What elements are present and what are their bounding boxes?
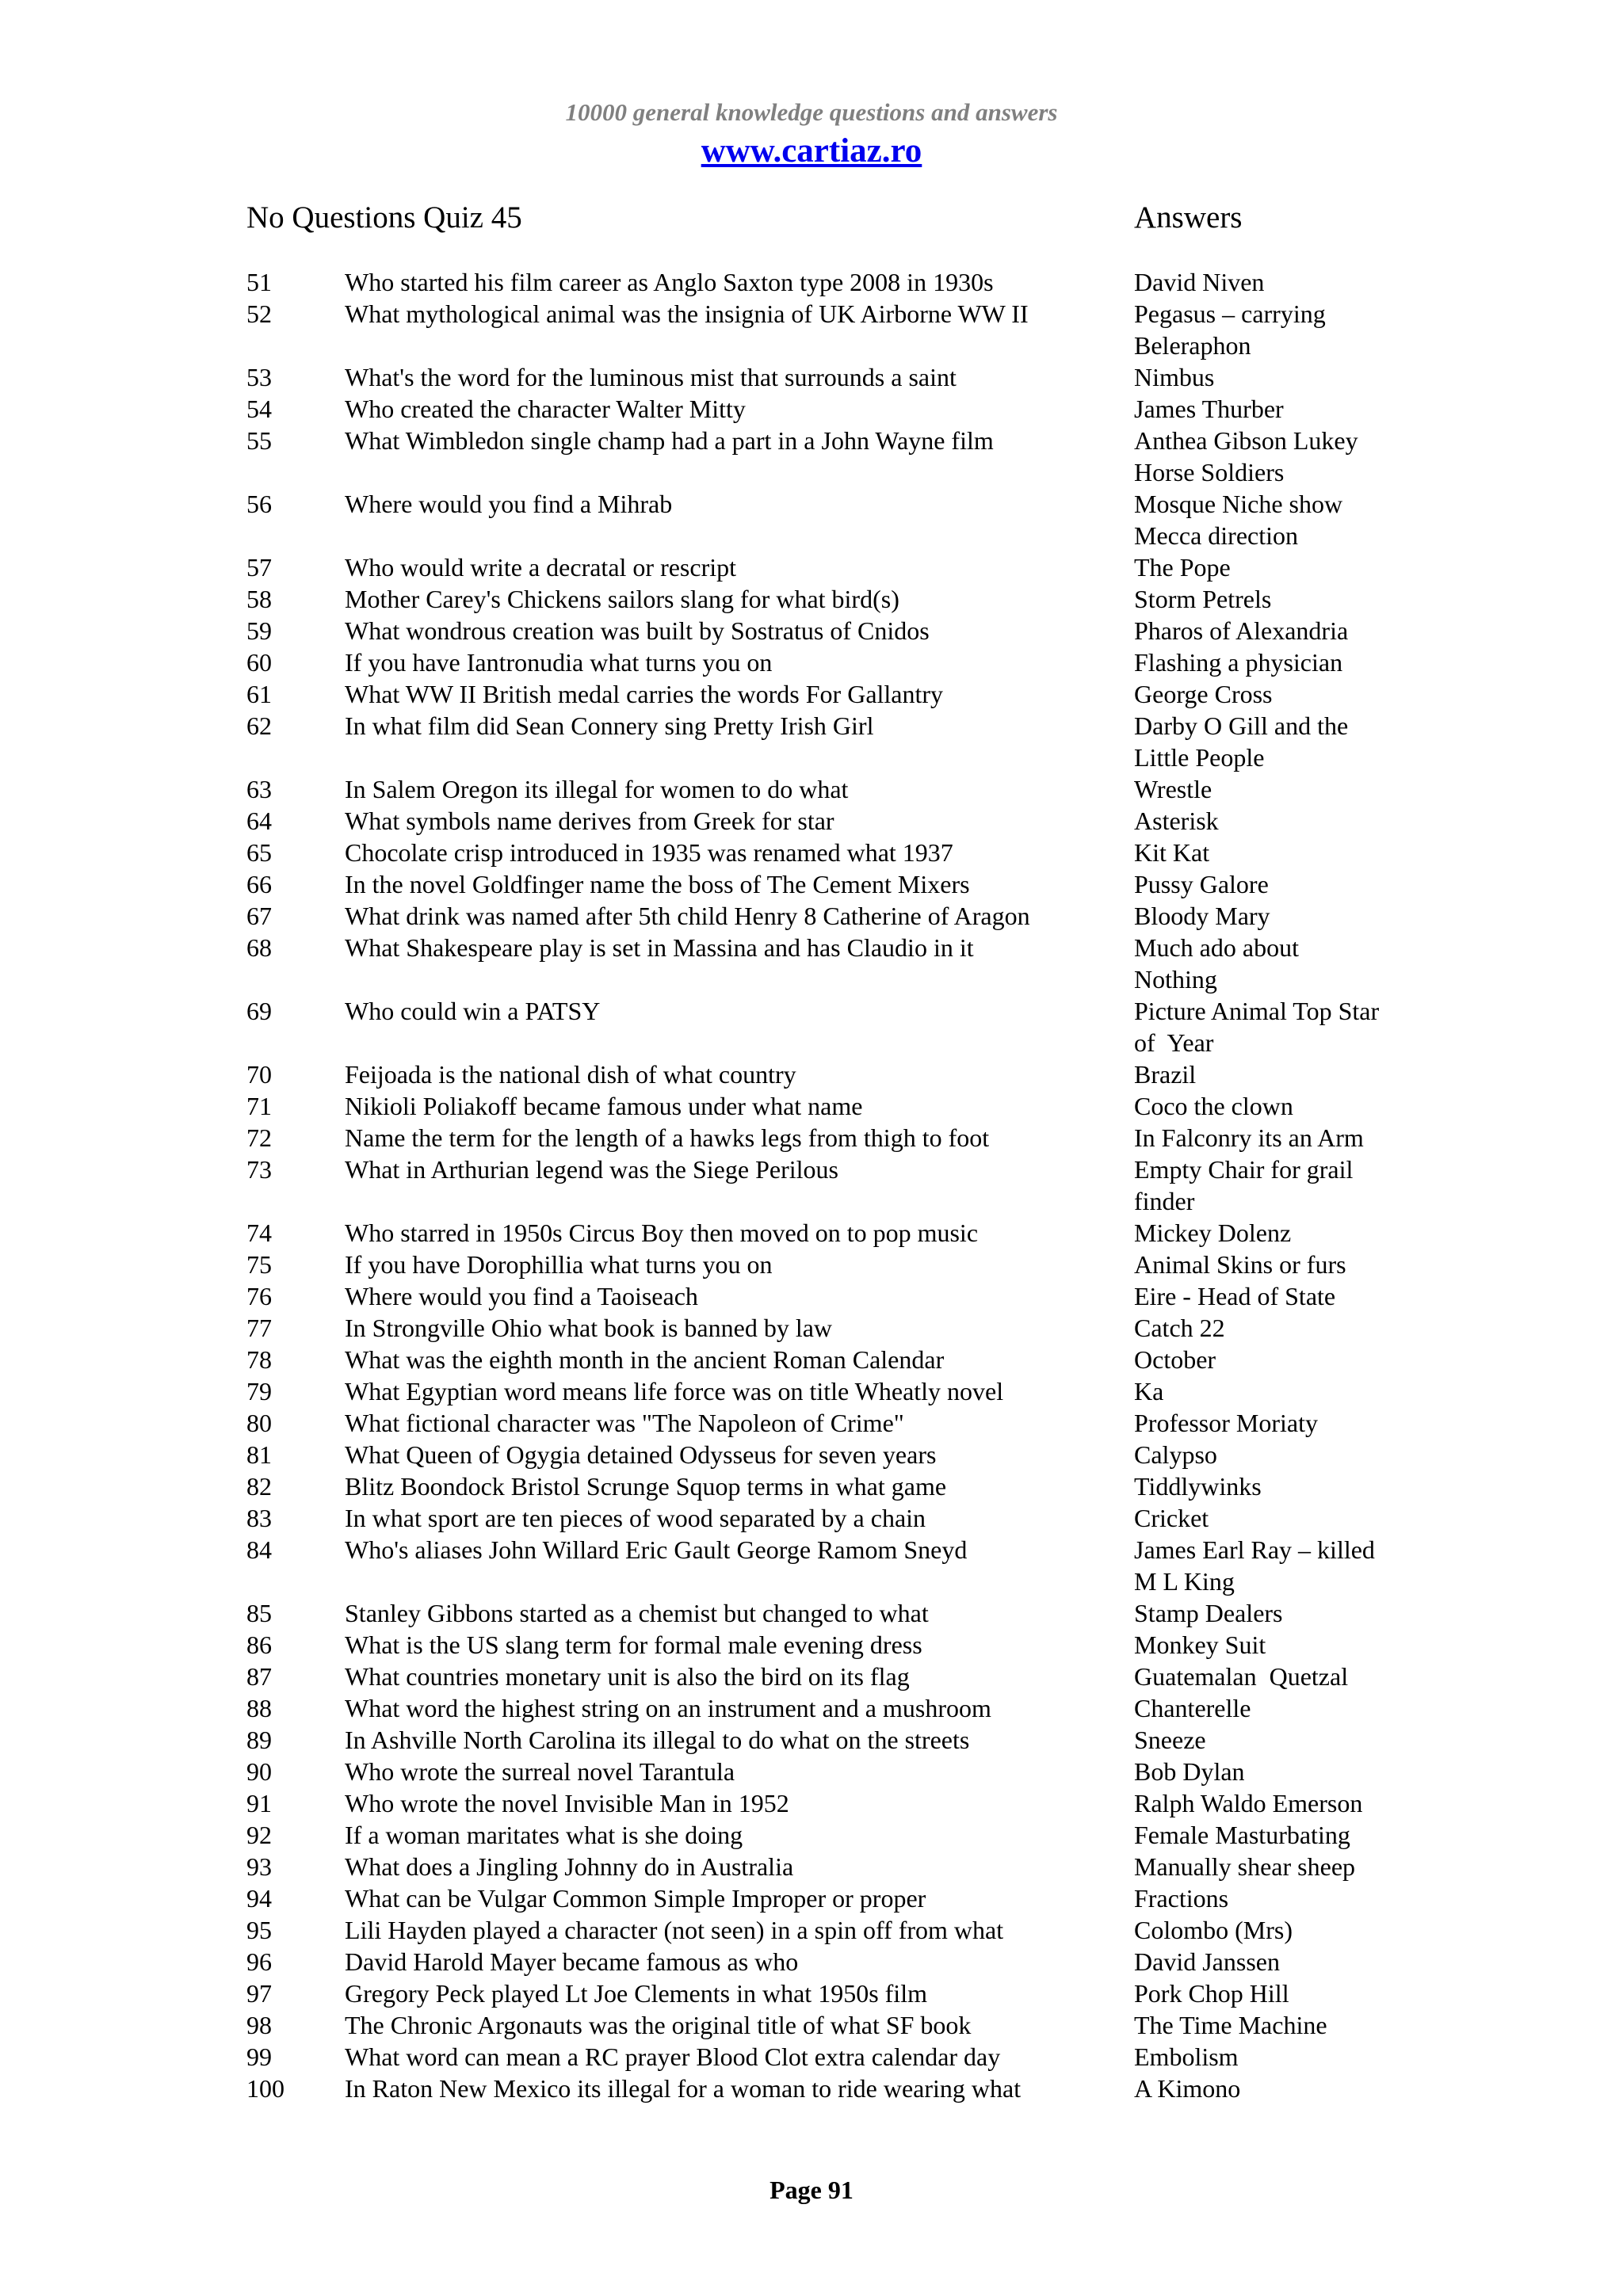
question-number: 70 [246, 1060, 272, 1089]
answer-text: Nimbus [1134, 363, 1215, 391]
page-number: Page 91 [769, 2176, 854, 2204]
question-text: If you have Iantronudia what turns you on [345, 648, 773, 677]
question-number: 95 [246, 1916, 272, 1944]
question-number: 82 [246, 1472, 272, 1501]
question-text: Who starred in 1950s Circus Boy then moved on to pop music [345, 1219, 979, 1247]
question-text: David Harold Mayer became famous as who [345, 1947, 799, 1976]
table-row [0, 837, 1623, 868]
question-text: Where would you find a Taoiseach [345, 1282, 698, 1310]
table-row [0, 1819, 1623, 1851]
question-text: Stanley Gibbons started as a chemist but changed to what [345, 1599, 929, 1627]
question-number: 76 [246, 1282, 272, 1310]
table-row [0, 1914, 1623, 1946]
answer-text: The Time Machine [1134, 2011, 1327, 2039]
answer-text: Empty Chair for grail finder [1134, 1155, 1360, 1215]
table-row [0, 1312, 1623, 1344]
table-row [0, 932, 1623, 995]
answer-text: Chanterelle [1134, 1694, 1251, 1722]
table-row [0, 1978, 1623, 2009]
question-text: What is the US slang term for formal male evening dress [345, 1630, 922, 1659]
table-row [0, 1375, 1623, 1407]
answer-text: Manually shear sheep [1134, 1852, 1356, 1881]
table-row [0, 1090, 1623, 1122]
question-text: Mother Carey's Chickens sailors slang for what bird(s) [345, 585, 899, 613]
questions-column-header: No Questions Quiz 45 [246, 200, 522, 235]
question-text: Who could win a PATSY [345, 997, 601, 1025]
table-row [0, 266, 1623, 298]
question-number: 71 [246, 1092, 272, 1120]
table-row [0, 900, 1623, 932]
question-text: In Raton New Mexico its illegal for a woman to ride wearing what [345, 2074, 1022, 2103]
question-number: 96 [246, 1947, 272, 1976]
table-row [0, 1249, 1623, 1280]
answer-text: Mickey Dolenz [1134, 1219, 1292, 1247]
table-row [0, 1692, 1623, 1724]
question-text: In what sport are ten pieces of wood separated by a chain [345, 1504, 926, 1532]
answer-text: Storm Petrels [1134, 585, 1272, 613]
question-text: What can be Vulgar Common Simple Improper or proper [345, 1884, 926, 1913]
table-row [0, 805, 1623, 837]
answer-text: Fractions [1134, 1884, 1229, 1913]
table-row [0, 1439, 1623, 1470]
question-number: 97 [246, 1979, 272, 2008]
question-text: What in Arthurian legend was the Siege Perilous [345, 1155, 838, 1184]
question-text: What drink was named after 5th child Henry 8 Catherine of Aragon [345, 902, 1030, 930]
question-number: 54 [246, 395, 272, 423]
answer-text: Flashing a physician [1134, 648, 1343, 677]
question-number: 63 [246, 775, 272, 803]
question-text: Who's aliases John Willard Eric Gault George Ramom Sneyd [345, 1535, 968, 1564]
question-text: Chocolate crisp introduced in 1935 was renamed what 1937 [345, 838, 953, 867]
answer-text: Colombo (Mrs) [1134, 1916, 1293, 1944]
question-text: Lili Hayden played a character (not seen) in a spin off from what [345, 1916, 1004, 1944]
question-text: What countries monetary unit is also the bird on its flag [345, 1662, 910, 1691]
question-text: What WW II British medal carries the words For Gallantry [345, 680, 944, 708]
table-row [0, 1787, 1623, 1819]
question-number: 75 [246, 1250, 272, 1279]
answer-text: October [1134, 1345, 1216, 1374]
table-row [0, 1058, 1623, 1090]
question-number: 87 [246, 1662, 272, 1691]
question-text: Where would you find a Mihrab [345, 490, 673, 518]
answer-text: A Kimono [1134, 2074, 1241, 2103]
answer-text: Pork Chop Hill [1134, 1979, 1289, 2008]
question-number: 100 [246, 2074, 285, 2103]
answer-text: Monkey Suit [1134, 1630, 1266, 1659]
question-text: In Salem Oregon its illegal for women to do what [345, 775, 849, 803]
table-row [0, 1407, 1623, 1439]
question-number: 99 [246, 2042, 272, 2071]
question-text: What wondrous creation was built by Sostratus of Cnidos [345, 616, 930, 645]
answer-text: Pegasus – carrying Beleraphon [1134, 299, 1332, 360]
question-text: Who would write a decratal or rescript [345, 553, 737, 582]
question-number: 79 [246, 1377, 272, 1405]
table-row [0, 1661, 1623, 1692]
question-text: If you have Dorophillia what turns you on [345, 1250, 773, 1279]
question-number: 88 [246, 1694, 272, 1722]
table-row [0, 1597, 1623, 1629]
table-row [0, 551, 1623, 583]
table-row [0, 2073, 1623, 2104]
answer-text: Picture Animal Top Star of Year [1134, 997, 1386, 1057]
question-number: 56 [246, 490, 272, 518]
table-row [0, 710, 1623, 773]
question-number: 72 [246, 1123, 272, 1152]
question-text: Feijoada is the national dish of what country [345, 1060, 796, 1089]
question-text: What Queen of Ogygia detained Odysseus for seven years [345, 1440, 937, 1469]
question-text: What Shakespeare play is set in Massina and has Claudio in it [345, 933, 974, 962]
table-row [0, 2009, 1623, 2041]
answer-text: Animal Skins or furs [1134, 1250, 1346, 1279]
answer-text: Kit Kat [1134, 838, 1210, 867]
answer-text: Bloody Mary [1134, 902, 1270, 930]
answer-text: James Thurber [1134, 395, 1284, 423]
question-text: What Egyptian word means life force was on title Wheatly novel [345, 1377, 1004, 1405]
quiz-table [0, 266, 1623, 2104]
question-number: 73 [246, 1155, 272, 1184]
answer-text: Asterisk [1134, 807, 1219, 835]
table-row [0, 995, 1623, 1058]
question-text: What was the eighth month in the ancient Roman Calendar [345, 1345, 945, 1374]
question-number: 74 [246, 1219, 272, 1247]
question-number: 68 [246, 933, 272, 962]
question-number: 62 [246, 711, 272, 740]
question-number: 94 [246, 1884, 272, 1913]
table-row [0, 1122, 1623, 1154]
question-text: What symbols name derives from Greek for star [345, 807, 834, 835]
answer-text: Professor Moriaty [1134, 1409, 1318, 1437]
question-text: Who created the character Walter Mitty [345, 395, 746, 423]
question-number: 58 [246, 585, 272, 613]
question-text: The Chronic Argonauts was the original title of what SF book [345, 2011, 972, 2039]
table-row [0, 2041, 1623, 2073]
question-text: Blitz Boondock Bristol Scrunge Squop terms in what game [345, 1472, 947, 1501]
table-row [0, 1946, 1623, 1978]
question-text: In Ashville North Carolina its illegal to do what on the streets [345, 1726, 970, 1754]
table-row [0, 615, 1623, 646]
table-row [0, 1470, 1623, 1502]
answer-text: Coco the clown [1134, 1092, 1293, 1120]
site-link-container [0, 132, 1623, 170]
question-number: 77 [246, 1314, 272, 1342]
table-row [0, 1154, 1623, 1217]
question-number: 92 [246, 1821, 272, 1849]
answer-text: Ka [1134, 1377, 1164, 1405]
table-row [0, 361, 1623, 393]
question-text: Who wrote the surreal novel Tarantula [345, 1757, 735, 1786]
answer-text: The Pope [1134, 553, 1231, 582]
site-link[interactable]: www.cartiaz.ro [701, 132, 922, 170]
question-number: 81 [246, 1440, 272, 1469]
table-row [0, 1534, 1623, 1597]
table-row [0, 1756, 1623, 1787]
answer-text: James Earl Ray – killed M L King [1134, 1535, 1381, 1596]
question-text: What does a Jingling Johnny do in Australia [345, 1852, 794, 1881]
question-number: 53 [246, 363, 272, 391]
answer-text: George Cross [1134, 680, 1273, 708]
answer-text: Female Masturbating [1134, 1821, 1350, 1849]
question-text: What Wimbledon single champ had a part in a John Wayne film [345, 426, 994, 455]
table-row [0, 425, 1623, 488]
question-number: 80 [246, 1409, 272, 1437]
answer-text: Tiddlywinks [1134, 1472, 1262, 1501]
question-text: In Strongville Ohio what book is banned by law [345, 1314, 833, 1342]
question-number: 85 [246, 1599, 272, 1627]
question-text: Name the term for the length of a hawks legs from thigh to foot [345, 1123, 990, 1152]
question-number: 61 [246, 680, 272, 708]
answer-text: Bob Dylan [1134, 1757, 1245, 1786]
table-row [0, 868, 1623, 900]
table-row [0, 773, 1623, 805]
question-text: Gregory Peck played Lt Joe Clements in what 1950s film [345, 1979, 927, 2008]
answer-text: In Falconry its an Arm [1134, 1123, 1364, 1152]
question-text: Who started his film career as Anglo Saxton type 2008 in 1930s [345, 268, 994, 296]
answer-text: Eire - Head of State [1134, 1282, 1336, 1310]
question-text: If a woman maritates what is she doing [345, 1821, 743, 1849]
question-text: In what film did Sean Connery sing Pretty Irish Girl [345, 711, 874, 740]
question-text: What's the word for the luminous mist that surrounds a saint [345, 363, 957, 391]
question-number: 67 [246, 902, 272, 930]
answer-text: Stamp Dealers [1134, 1599, 1283, 1627]
table-row [0, 1724, 1623, 1756]
question-number: 78 [246, 1345, 272, 1374]
table-row [0, 1217, 1623, 1249]
question-number: 69 [246, 997, 272, 1025]
table-row [0, 488, 1623, 551]
question-number: 93 [246, 1852, 272, 1881]
question-number: 64 [246, 807, 272, 835]
answer-text: David Niven [1134, 268, 1265, 296]
table-row [0, 298, 1623, 361]
question-number: 55 [246, 426, 272, 455]
answer-text: Mosque Niche show Mecca direction [1134, 490, 1350, 550]
question-text: What fictional character was "The Napoleon of Crime" [345, 1409, 904, 1437]
table-row [0, 1280, 1623, 1312]
question-number: 52 [246, 299, 272, 328]
question-number: 51 [246, 268, 272, 296]
answer-text: David Janssen [1134, 1947, 1280, 1976]
answer-text: Guatemalan Quetzal [1134, 1662, 1349, 1691]
question-number: 84 [246, 1535, 272, 1564]
question-text: What word can mean a RC prayer Blood Clot extra calendar day [345, 2042, 1001, 2071]
question-number: 83 [246, 1504, 272, 1532]
answer-text: Wrestle [1134, 775, 1212, 803]
question-number: 90 [246, 1757, 272, 1786]
answer-text: Anthea Gibson Lukey Horse Soldiers [1134, 426, 1365, 486]
question-number: 60 [246, 648, 272, 677]
table-row [0, 1344, 1623, 1375]
question-text: Nikioli Poliakoff became famous under what name [345, 1092, 863, 1120]
table-row [0, 393, 1623, 425]
answer-text: Catch 22 [1134, 1314, 1225, 1342]
question-number: 57 [246, 553, 272, 582]
answer-text: Much ado about Nothing [1134, 933, 1305, 994]
answers-column-header: Answers [1134, 200, 1243, 235]
question-number: 65 [246, 838, 272, 867]
table-row [0, 1629, 1623, 1661]
answer-text: Cricket [1134, 1504, 1209, 1532]
answer-text: Darby O Gill and the Little People [1134, 711, 1355, 772]
question-text: What word the highest string on an instrument and a mushroom [345, 1694, 991, 1722]
question-number: 89 [246, 1726, 272, 1754]
question-number: 66 [246, 870, 272, 898]
answer-text: Ralph Waldo Emerson [1134, 1789, 1363, 1817]
answer-text: Sneeze [1134, 1726, 1206, 1754]
table-row [0, 1851, 1623, 1882]
answer-text: Pharos of Alexandria [1134, 616, 1349, 645]
table-row [0, 678, 1623, 710]
table-row [0, 1882, 1623, 1914]
table-row [0, 646, 1623, 678]
question-number: 98 [246, 2011, 272, 2039]
answer-text: Embolism [1134, 2042, 1239, 2071]
table-row [0, 1502, 1623, 1534]
table-row [0, 583, 1623, 615]
question-number: 59 [246, 616, 272, 645]
document-subtitle: 10000 general knowledge questions and answers [565, 98, 1058, 126]
answer-text: Calypso [1134, 1440, 1217, 1469]
question-text: In the novel Goldfinger name the boss of The Cement Mixers [345, 870, 970, 898]
question-number: 86 [246, 1630, 272, 1659]
question-text: Who wrote the novel Invisible Man in 1952 [345, 1789, 789, 1817]
answer-text: Pussy Galore [1134, 870, 1269, 898]
answer-text: Brazil [1134, 1060, 1197, 1089]
question-text: What mythological animal was the insignia of UK Airborne WW II [345, 299, 1029, 328]
question-number: 91 [246, 1789, 272, 1817]
